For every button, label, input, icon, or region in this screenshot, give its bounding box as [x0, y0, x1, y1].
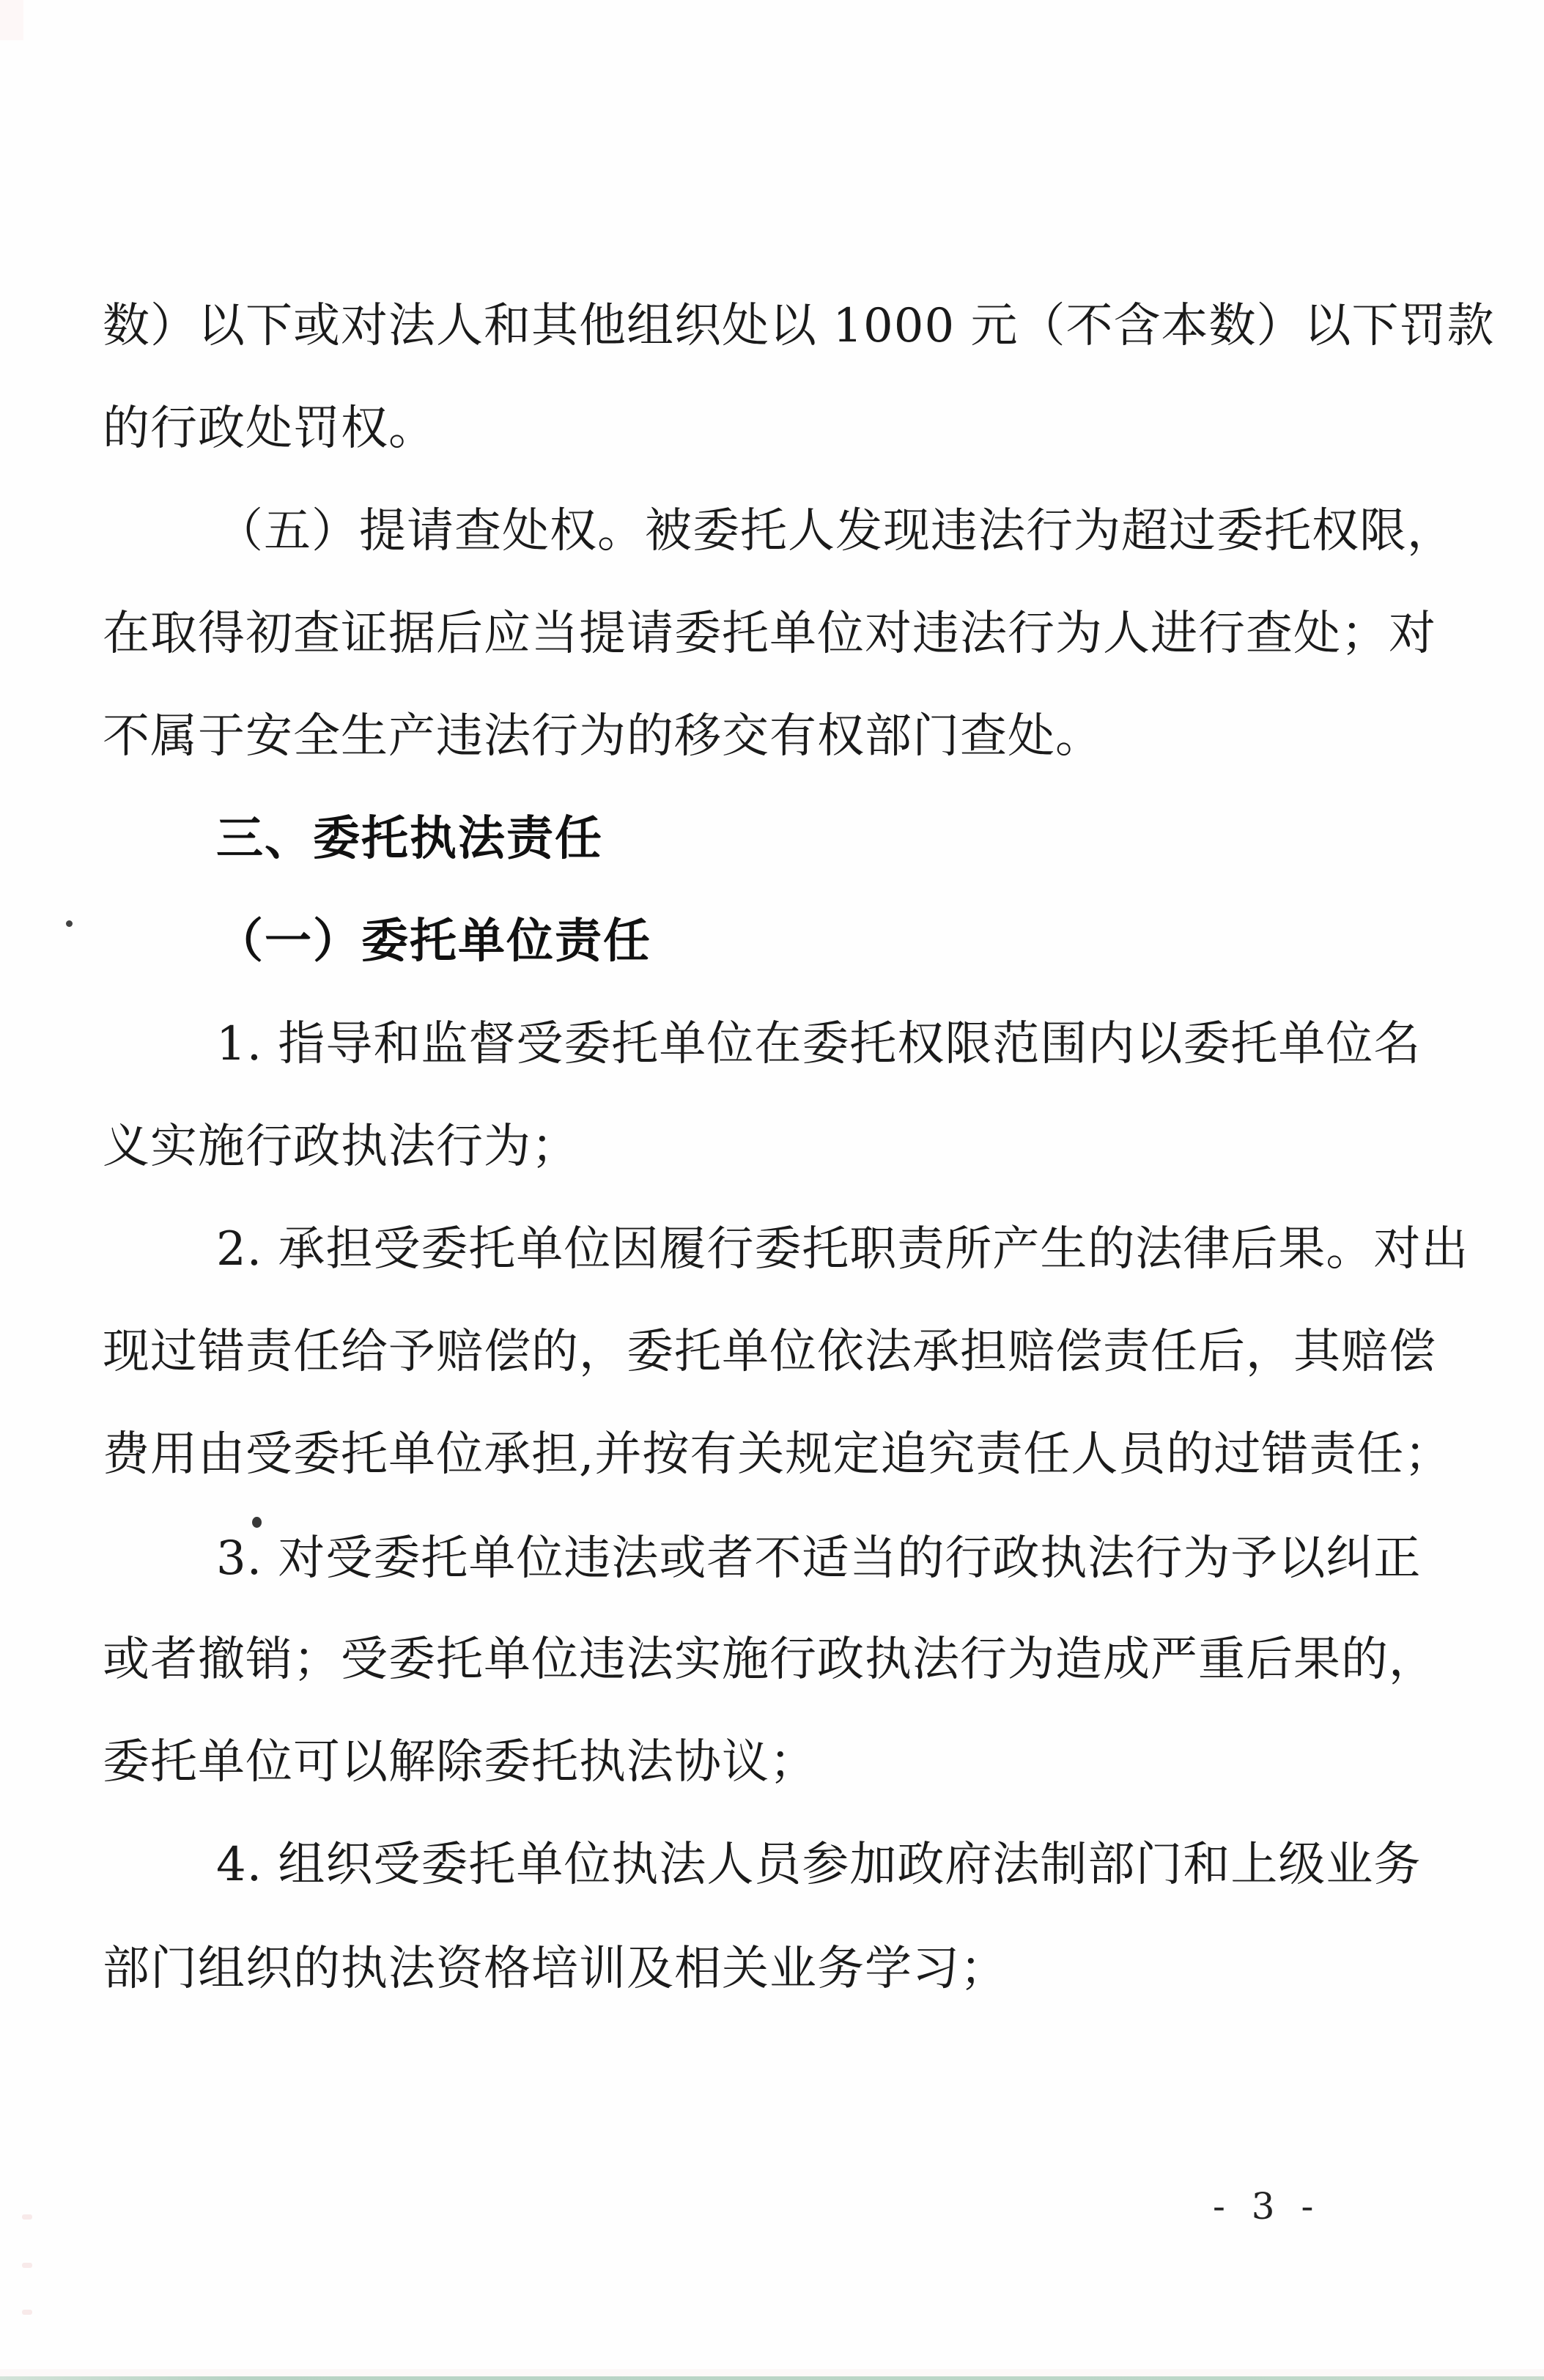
- doc-line-2: 的行政处罚权。: [103, 402, 436, 456]
- doc-heading-section-3: 三、委托执法责任: [216, 812, 603, 866]
- doc-line-13: 3. 对受委托单位违法或者不适当的行政执法行为予以纠正: [216, 1531, 1422, 1586]
- doc-line-10: 2. 承担受委托单位因履行委托职责所产生的法律后果。对出: [216, 1222, 1469, 1276]
- doc-line-14: 或者撤销；受委托单位违法实施行政执法行为造成严重后果的，: [103, 1633, 1436, 1687]
- doc-line-1: 数）以下或对法人和其他组织处以 1000 元（不含本数）以下罚款: [103, 299, 1495, 353]
- scan-bottom-edge-line: [0, 2376, 1544, 2380]
- doc-line-15: 委托单位可以解除委托执法协议；: [103, 1735, 817, 1789]
- doc-line-8: 1. 指导和监督受委托单位在委托权限范围内以委托单位名: [216, 1017, 1422, 1071]
- scan-corner-artifact: [0, 0, 23, 40]
- doc-line-3: （五）提请查处权。被委托人发现违法行为超过委托权限，: [216, 504, 1455, 558]
- doc-line-16: 4. 组织受委托单位执法人员参加政府法制部门和上级业务: [216, 1838, 1422, 1892]
- page-number: - 3 -: [1213, 2185, 1321, 2228]
- doc-line-12: 费用由受委托单位承担,并按有关规定追究责任人员的过错责任；: [103, 1427, 1452, 1482]
- scan-edge-mark: [22, 2263, 32, 2268]
- scan-bottom-tint: [0, 2369, 1544, 2376]
- doc-line-9: 义实施行政执法行为；: [103, 1120, 579, 1174]
- scan-speck-artifact: [66, 920, 73, 927]
- doc-line-5: 不属于安全生产违法行为的移交有权部门查处。: [103, 709, 1103, 764]
- doc-line-11: 现过错责任给予赔偿的，委托单位依法承担赔偿责任后，其赔偿: [103, 1325, 1436, 1379]
- scan-edge-mark: [22, 2214, 32, 2220]
- doc-line-4: 在取得初查证据后应当提请委托单位对违法行为人进行查处；对: [103, 607, 1436, 661]
- doc-heading-subsection-1: （一）委托单位责任: [216, 914, 651, 969]
- doc-line-17: 部门组织的执法资格培训及相关业务学习；: [103, 1942, 1008, 1996]
- scan-edge-mark: [22, 2310, 32, 2315]
- scan-ink-dot-artifact: [252, 1517, 262, 1528]
